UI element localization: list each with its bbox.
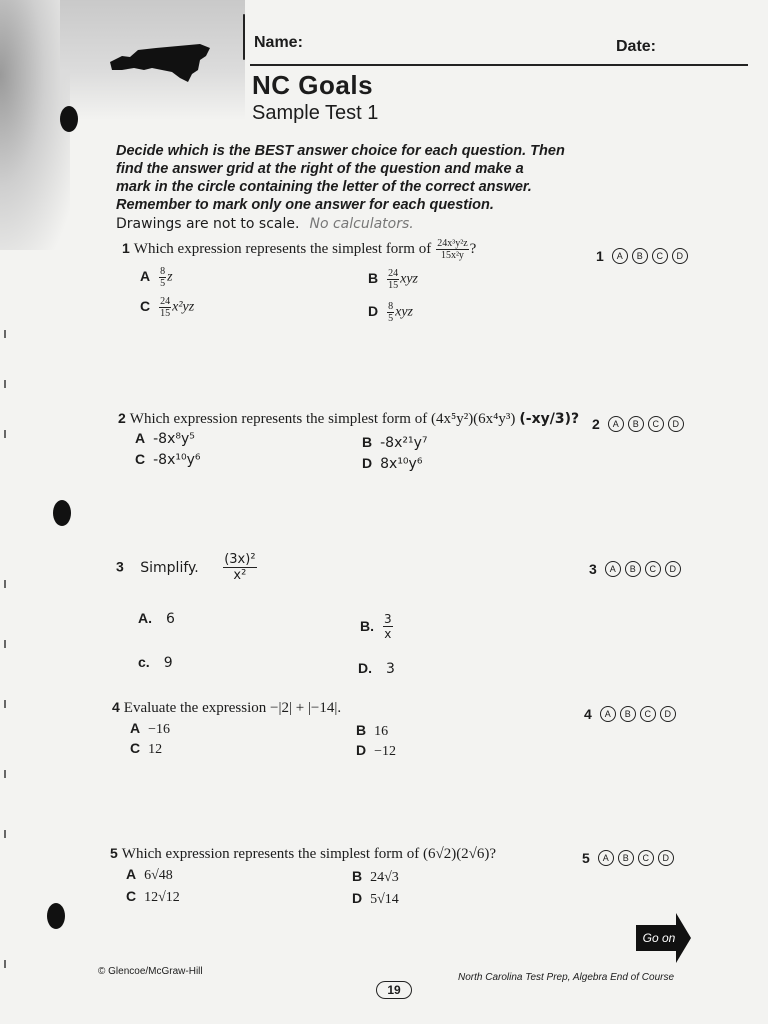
option-d[interactable]: D $\frac{8}{5}$ xyz (368, 301, 414, 324)
margin-tick (4, 770, 6, 778)
page-subtitle: Sample Test 1 (252, 102, 379, 124)
option-a[interactable]: A −16 (130, 720, 171, 737)
answer-grid-4: 4 A B C D (584, 706, 680, 722)
question-number: 4 (112, 699, 120, 715)
question-1: 1 Which expression represents the simplest form of $\frac{\text{24x³y²z}}{\text{15x²y}}$ ? (122, 238, 477, 261)
margin-tick (4, 580, 6, 588)
option-d[interactable]: D −12 (356, 742, 397, 759)
answer-bubble-b[interactable]: B (632, 248, 648, 264)
answer-bubble-d[interactable]: D (660, 706, 676, 722)
option-b[interactable]: B $\frac{24}{15}$ xyz (368, 268, 419, 291)
instruction-line: Remember to mark only one answer for each question. (116, 197, 494, 213)
answer-bubble-c[interactable]: C (645, 561, 661, 577)
margin-tick (4, 700, 6, 708)
answer-grid-1: 1 A B C D (596, 248, 692, 264)
header-rule-vertical (243, 14, 245, 60)
question-text: Which expression represents the simplest form of (133, 241, 432, 258)
option-a[interactable]: A 6√48 (126, 866, 173, 883)
option-c[interactable]: C $\frac{24}{15}$ x²yz (140, 296, 195, 319)
answer-grid-2: 2 A B C D (592, 416, 688, 432)
option-c[interactable]: C 12√12 (126, 888, 180, 905)
instruction-line: Decide which is the BEST answer choice for each question. Then (116, 143, 565, 159)
margin-tick (4, 640, 6, 648)
answer-bubble-d[interactable]: D (658, 850, 674, 866)
answer-bubble-d[interactable]: D (665, 561, 681, 577)
question-text: Simplify. (140, 559, 199, 576)
instructions (116, 142, 586, 214)
binder-hole (53, 500, 71, 526)
question-5 (110, 845, 496, 863)
answer-bubble-c[interactable]: C (648, 416, 664, 432)
question-number: 1 (122, 240, 130, 257)
answer-bubble-d[interactable]: D (668, 416, 684, 432)
page-title: NC Goals (252, 70, 374, 100)
answer-bubble-a[interactable]: A (612, 248, 628, 264)
page-number: 19 (376, 981, 412, 999)
answer-grid-3: 3 A B C D (589, 561, 685, 577)
option-c[interactable]: C -8x¹⁰y⁶ (135, 451, 201, 468)
instruction-line: mark in the circle containing the letter of the correct answer. (116, 179, 532, 195)
instruction-line: find the answer grid at the right of the question and make a (116, 161, 524, 177)
answer-bubble-a[interactable]: A (600, 706, 616, 722)
note-scale: Drawings are not to scale. (116, 216, 300, 232)
binder-hole (60, 106, 78, 132)
question-3 (116, 552, 258, 583)
option-a[interactable]: A. 6 (138, 610, 175, 627)
handwritten-term: (-xy/3)? (519, 411, 580, 427)
question-number: 3 (116, 558, 124, 575)
handwritten-note (116, 216, 414, 232)
question-number: 2 (118, 410, 126, 426)
answer-bubble-b[interactable]: B (620, 706, 636, 722)
option-d[interactable]: D. 3 (358, 660, 395, 677)
option-c[interactable]: c. 9 (138, 654, 173, 671)
option-d[interactable]: D 8x¹⁰y⁶ (362, 455, 423, 472)
option-b[interactable]: B -8x²¹y⁷ (362, 434, 428, 451)
go-on-label: Go on (636, 925, 682, 951)
question-text: Evaluate the expression −|2| + |−14|. (123, 700, 342, 716)
question-text: Which expression represents the simplest form of (4x⁵y²)(6x⁴y³) (129, 411, 516, 427)
question-text: Which expression represents the simplest form of (6√2)(2√6)? (121, 846, 497, 862)
margin-tick (4, 960, 6, 968)
option-a[interactable]: A $\frac{8}{5}$ z (140, 266, 173, 289)
go-on-arrow-icon (676, 913, 691, 963)
margin-tick (4, 380, 6, 388)
answer-bubble-d[interactable]: D (672, 248, 688, 264)
date-label: Date: (616, 38, 657, 55)
question-2 (118, 410, 579, 428)
option-b[interactable]: B 16 (356, 722, 389, 739)
note-calculators: No calculators. (309, 216, 414, 232)
answer-bubble-b[interactable]: B (618, 850, 634, 866)
answer-bubble-b[interactable]: B (625, 561, 641, 577)
answer-bubble-c[interactable]: C (638, 850, 654, 866)
copyright: © Glencoe/McGraw-Hill (98, 966, 203, 977)
answer-bubble-a[interactable]: A (608, 416, 624, 432)
book-title: North Carolina Test Prep, Algebra End of Course (458, 972, 675, 983)
margin-tick (4, 830, 6, 838)
question-4 (112, 699, 341, 717)
north-carolina-map-icon (108, 40, 212, 84)
option-d[interactable]: D 5√14 (352, 890, 399, 907)
name-label: Name: (254, 34, 303, 51)
answer-bubble-c[interactable]: C (640, 706, 656, 722)
question-fraction: $\frac{\text{24x³y²z}}{\text{15x²y}}$ (437, 238, 468, 261)
answer-bubble-a[interactable]: A (598, 850, 614, 866)
answer-grid-5: 5 A B C D (582, 850, 678, 866)
option-b[interactable]: B 24√3 (352, 868, 399, 885)
option-b[interactable]: B. $\frac{3}{x}$ (360, 612, 392, 641)
question-number: 5 (110, 845, 118, 861)
answer-bubble-b[interactable]: B (628, 416, 644, 432)
margin-tick (4, 330, 6, 338)
question-fraction: $\frac{\text{(3x)²}}{\text{x²}}$ (224, 552, 256, 583)
option-c[interactable]: C 12 (130, 740, 163, 757)
answer-bubble-c[interactable]: C (652, 248, 668, 264)
header-rule (250, 64, 748, 66)
binder-hole (47, 903, 65, 929)
answer-bubble-a[interactable]: A (605, 561, 621, 577)
option-a[interactable]: A -8x⁸y⁵ (135, 430, 195, 447)
margin-tick (4, 430, 6, 438)
